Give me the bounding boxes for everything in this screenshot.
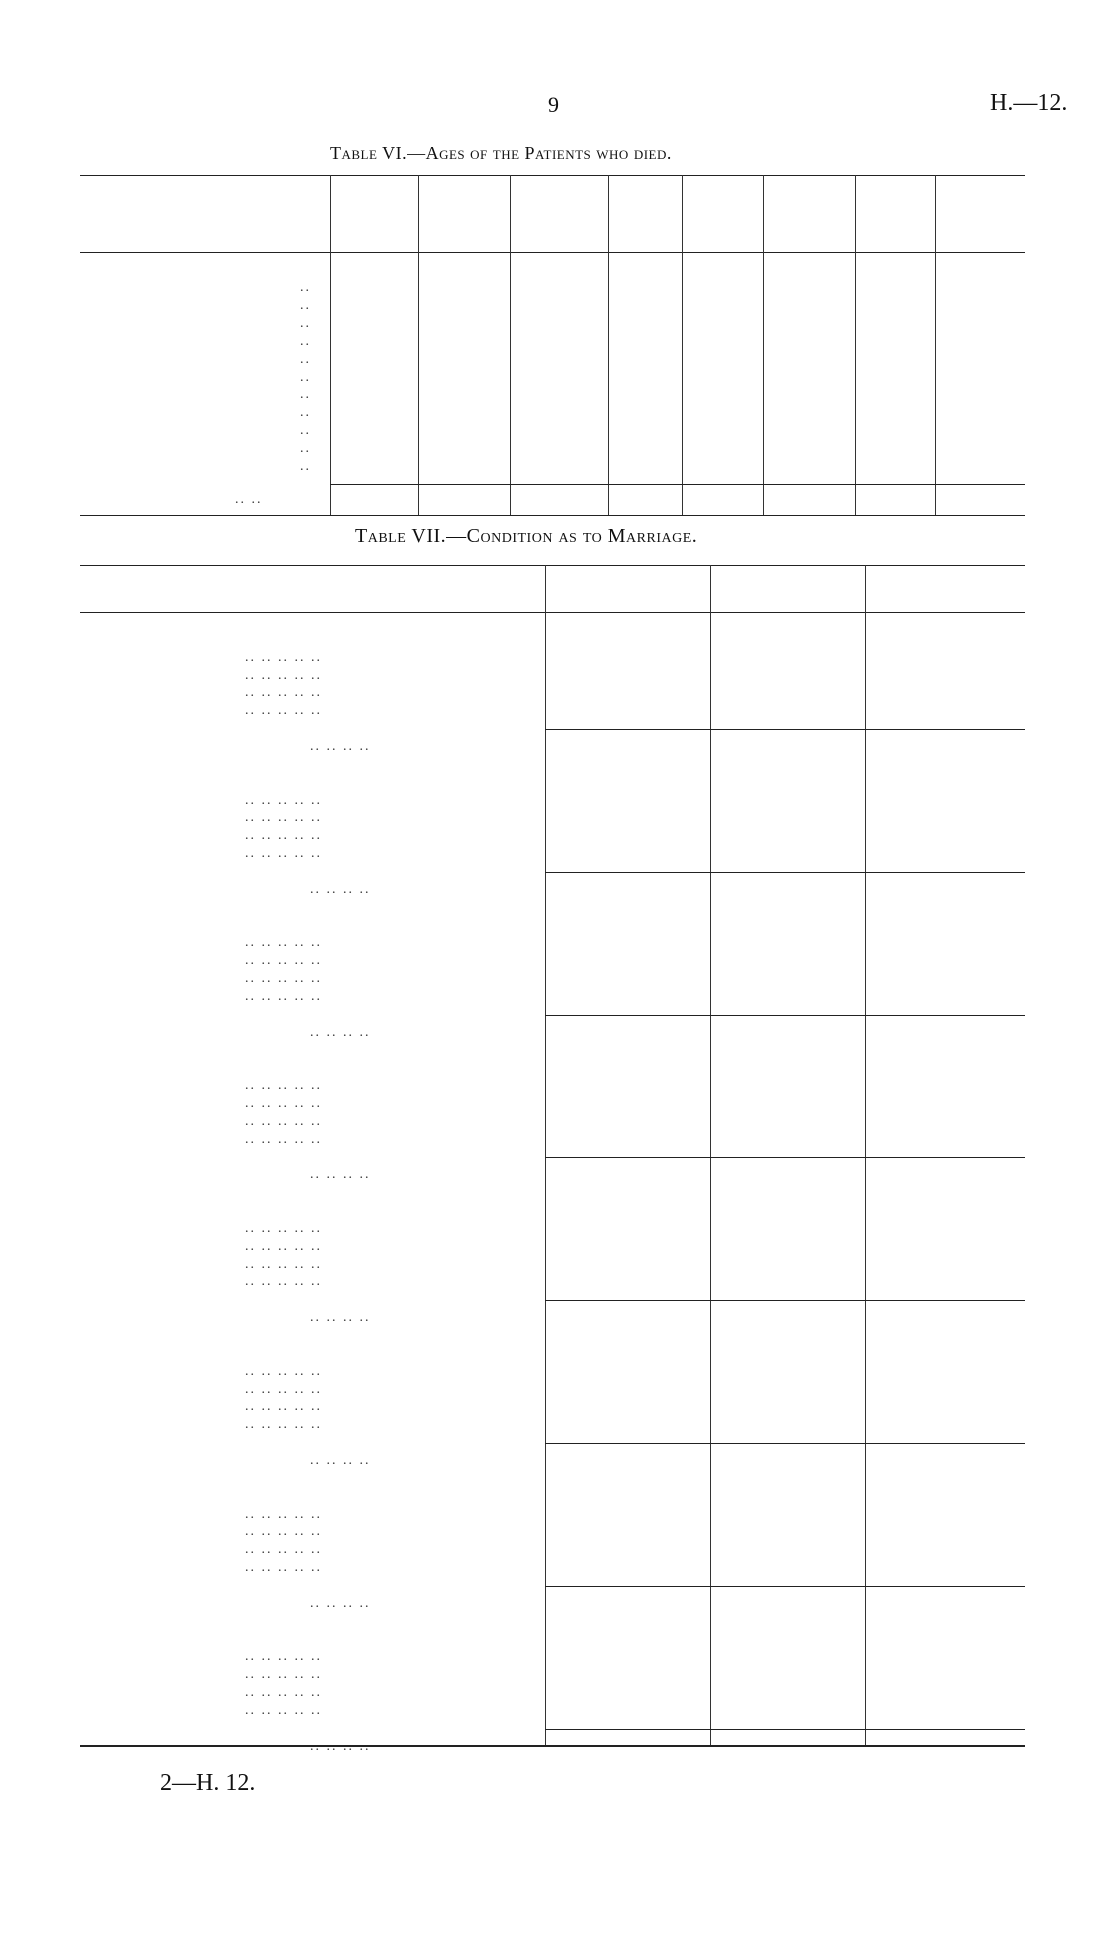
table7-group-totals-rule xyxy=(545,1157,1025,1158)
leader-dots: .. .. .. .. .. xyxy=(245,953,322,969)
leader-dots: .. .. .. .. .. xyxy=(245,1524,322,1540)
leader-dots: .. .. .. .. .. xyxy=(245,1667,322,1683)
table7-group-totals-rule xyxy=(545,872,1025,873)
leader-dots: .. .. .. .. .. xyxy=(245,1702,322,1718)
leader-dots: .. .. .. .. .. xyxy=(245,1417,322,1433)
leader-dots: .. .. .. .. xyxy=(310,1024,371,1040)
table6-title: Table VI.—Ages of the Patients who died. xyxy=(330,143,672,163)
leader-dots: .. .. .. .. .. xyxy=(245,1131,322,1147)
leader-dots: .. .. .. .. xyxy=(310,1310,371,1326)
leader-dots: .. xyxy=(300,297,311,313)
leader-dots: .. .. .. .. .. xyxy=(245,846,322,861)
table7-column-divider xyxy=(710,565,711,1745)
leader-dots: .. xyxy=(300,351,311,367)
table6-column-divider xyxy=(418,175,419,515)
leader-dots: .. .. .. .. .. xyxy=(245,1238,322,1254)
table6-column-divider xyxy=(682,175,683,515)
table6-column-divider xyxy=(855,175,856,515)
leader-dots: .. .. .. .. .. xyxy=(245,935,322,951)
leader-dots: .. .. .. .. .. xyxy=(245,971,322,986)
leader-dots: .. xyxy=(300,423,311,439)
leader-dots: .. .. .. .. .. xyxy=(245,1399,322,1415)
leader-dots: .. .. .. .. .. xyxy=(245,792,322,808)
leader-dots: .. .. .. .. xyxy=(310,1167,371,1183)
table6-column-divider xyxy=(330,175,331,515)
leader-dots: .. .. .. .. .. xyxy=(245,1560,322,1575)
table7-group-totals-rule xyxy=(545,1015,1025,1016)
leader-dots: .. .. .. .. xyxy=(310,1595,371,1611)
leader-dots: .. .. .. .. .. xyxy=(245,1078,322,1094)
leader-dots: .. .. .. .. .. xyxy=(245,1649,322,1665)
leader-dots: .. .. xyxy=(235,492,263,507)
doc-ref: H.—12. xyxy=(990,90,1068,116)
table6-column-divider xyxy=(763,175,764,515)
table7-group-totals-rule xyxy=(545,1443,1025,1444)
leader-dots: .. .. .. .. .. xyxy=(245,649,322,665)
table7-group-totals-rule xyxy=(545,1729,1025,1730)
table7-group-totals-rule xyxy=(545,1586,1025,1587)
leader-dots: .. .. .. .. .. xyxy=(245,1363,322,1379)
leader-dots: .. .. .. .. .. xyxy=(245,828,322,844)
leader-dots: .. .. .. .. .. xyxy=(245,1506,322,1522)
leader-dots: .. .. .. .. .. xyxy=(245,1542,322,1558)
leader-dots: .. .. .. .. .. xyxy=(245,1096,322,1111)
table7-bottom-rule xyxy=(80,1745,1025,1747)
leader-dots: .. .. .. .. .. xyxy=(245,703,322,719)
leader-dots: .. .. .. .. .. xyxy=(245,1685,322,1700)
table7-column-divider xyxy=(545,565,546,1745)
leader-dots: .. .. .. .. .. xyxy=(245,1381,322,1397)
leader-dots: .. .. .. .. .. xyxy=(245,1221,322,1236)
leader-dots: .. xyxy=(300,405,311,421)
leader-dots: .. xyxy=(300,387,311,403)
leader-dots: .. xyxy=(300,315,311,331)
leader-dots: .. .. .. .. xyxy=(310,881,371,897)
leader-dots: .. .. .. .. .. xyxy=(245,1113,322,1129)
page-number: 9 xyxy=(548,92,559,117)
table6-column-divider xyxy=(608,175,609,515)
leader-dots: .. xyxy=(300,333,311,349)
leader-dots: .. .. .. .. .. xyxy=(245,1256,322,1272)
leader-dots: .. .. .. .. .. xyxy=(245,685,322,701)
leader-dots: .. .. .. .. xyxy=(310,1453,371,1468)
leader-dots: .. xyxy=(300,369,311,385)
leader-dots: .. xyxy=(300,459,311,474)
footer-signature: 2—H. 12. xyxy=(160,1770,256,1796)
table6-totals-rule xyxy=(330,484,1025,485)
leader-dots: .. .. .. .. .. xyxy=(245,988,322,1004)
leader-dots: .. .. .. .. .. xyxy=(245,667,322,683)
table7-title: Table VII.—Condition as to Marriage. xyxy=(355,525,698,547)
table6-top-rule xyxy=(80,175,1025,176)
leader-dots: .. xyxy=(300,280,311,295)
leader-dots: .. .. .. .. .. xyxy=(245,1274,322,1290)
table6-column-divider xyxy=(510,175,511,515)
leader-dots: .. .. .. .. xyxy=(310,739,371,754)
table7-group-totals-rule xyxy=(545,1300,1025,1301)
leader-dots: .. .. .. .. xyxy=(310,1738,371,1754)
leader-dots: .. .. .. .. .. xyxy=(245,810,322,826)
table7-header-rule xyxy=(80,612,1025,613)
table7-column-divider xyxy=(865,565,866,1745)
table6-bottom-rule xyxy=(80,515,1025,516)
table7-top-rule xyxy=(80,565,1025,566)
table6-header-rule xyxy=(80,252,1025,253)
table7-group-totals-rule xyxy=(545,729,1025,730)
leader-dots: .. xyxy=(300,441,311,457)
table6-column-divider xyxy=(935,175,936,515)
